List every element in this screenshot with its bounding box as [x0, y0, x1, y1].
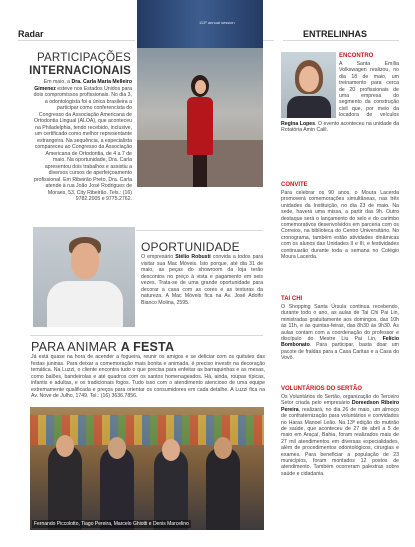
article1-title-bold: INTERNACIONAIS	[29, 65, 131, 77]
article1-text-a: Em maio, a	[43, 79, 72, 85]
article2-title: OPORTUNIDADE	[141, 240, 240, 254]
article2-name: Stélio Robusti	[175, 254, 211, 260]
voluntarios-name: Doreedson Ribeiro Pereira	[281, 400, 399, 413]
team-photo-caption: Fernando Piccolotto, Tiago Pereira, Marcelo Ghiotti e Denis Marcelino	[34, 521, 189, 527]
header-rule-left	[18, 40, 135, 41]
article2-text-b: convida a todos para visitar sua Mac Móveis. Isto porque, até dia 31 de maio, as peças do showroom da loja terão descontos no preço à vista e pagamento em seis vezes. Trata-se de uma grande oportunidade para decorar a casa com as cores e as texturas da natureza. A Mac Móveis fica na Av. José Adolfo Bianco Molina, 2595.	[141, 254, 264, 306]
man-face	[71, 243, 99, 279]
voluntarios-text	[281, 394, 399, 477]
banner-text: 113º annual session	[199, 20, 235, 25]
man-shirt	[47, 281, 123, 327]
person-face	[195, 80, 206, 94]
header-rule-right	[283, 40, 399, 41]
article2-body	[141, 254, 263, 306]
person2	[100, 447, 134, 530]
person4-face	[214, 437, 232, 459]
section-label-radar: Radar	[18, 29, 44, 39]
taichi-text-b: . Para participar, basta doar um pacote de fraldas para a Casa Caritas e a Casa do Vovô.	[281, 342, 399, 362]
article3-title-bold: A FESTA	[120, 340, 175, 354]
encontro-text-a: A Santa Emília Volkswagen realizou, no dia 18 de maio, um treinamento para cerca de 20 profissionais de uma empresa do segmento da construção civil que, por meio da locadora de veículos	[339, 61, 399, 119]
article3-title	[31, 340, 174, 354]
article1-title-line1: PARTICIPAÇÕES	[37, 52, 131, 64]
businessman-photo	[33, 227, 135, 327]
voluntarios-heading: VOLUNTÁRIOS DO SERTÃO	[281, 386, 363, 392]
article2-text-a: O empresário	[141, 254, 176, 260]
article2-top-rule	[136, 230, 263, 231]
section-label-entrelinhas: ENTRELINHAS	[303, 29, 368, 39]
person3	[154, 449, 188, 530]
encontro-text-b: . O evento aconteceu na unidade da Rotatória Amin Calil.	[281, 121, 399, 134]
encontro-text-full	[281, 121, 399, 134]
woman-top	[287, 96, 331, 118]
article3-title-light: PARA ANIMAR	[31, 340, 121, 354]
encontro-text-top	[339, 61, 399, 119]
person-dress	[187, 97, 213, 155]
conference-photo	[137, 0, 263, 187]
taichi-text	[281, 304, 399, 362]
taichi-heading: TAI CHI	[281, 296, 303, 302]
sidebar	[281, 44, 400, 544]
article1-title-line2	[29, 65, 131, 77]
voluntarios-text-a: Os Voluntários do Sertão, organização do Terceiro Setor criada pelo empresário	[281, 394, 399, 407]
encontro-name: Regina Lopes	[281, 121, 316, 127]
header-rule-mid	[262, 40, 274, 41]
convite-text: Para celebrar os 90 anos, o Moura Lacerda promoverá comemorações simultâneas, nas três unidades da Instituição, no dia 23 de maio. Na sede, haverá uma missa, a partir das 9h. Outro destaque será o lançamento do selo e do carimbo comemorativos desenvolvidos em parceria com os Correios, na biblioteca do Centro Universitário. No cronograma, também estão atividades dinâmicas com os alunos das Unidades II e III, e festividades continuarão durante toda a semana no Colégio Moura Lacerda.	[281, 190, 399, 261]
article1-text-b: esteve nos Estados Unidos para dois compromissos profissionais. No dia 3, a odontologista foi a única brasileira a participar como conferencista do Congresso da Associação Americana de Ortodontia Lingual (ALOA), que aconteceu na Philadelphia, tendo recebido, inclusive, um certificado como melhor representante estrangeira. Na sequência, a especialista compareceu ao Congresso da Associação Americana de Ortodontia, de 4 a 7 de maio. Na oportunidade, Dra. Carla apresentou dois trabalhos e assistiu a diversos cursos de aperfeiçoamento profissional. Em Ribeirão Preto, Dra. Carla atende à rua João José Rodrigues de Moraes, 53, City Ribeirão. Tels.: (16) 9782.2005 e 9775.2762.	[33, 85, 132, 202]
voluntarios-text-b: , realizará, no dia 26 de maio, um almoço de confraternização para voluntários e convidados no Haras Manoel Leão. Na 13ª edição do mutirão de saúde, que aconteceu de 27 de abril a 5 de maio em Araçaí, Bahia, foram realizados mais de 27 mil atendimentos em diversas especialidades, além de procedimentos odontológicos, cirurgias e exames. Para beneficiar a população de 23 municípios, foram montados 12 postos de atendimento. Também ocorreram palestras sobre saúde e cidadania.	[281, 406, 399, 477]
team-photo	[30, 407, 264, 530]
convite-heading: CONVITE	[281, 182, 308, 188]
encontro-heading: ENCONTRO	[339, 53, 374, 59]
article1-body	[32, 79, 132, 203]
person1	[48, 445, 82, 530]
taichi-text-a: O Shopping Santa Úrsula continua recebendo, durante todo o ano, as aulas de Tai Chi Pai Lin, ministradas gratuitamente aos domingos, das 10h às 11h, e às quintas-feiras, das 8h30 às 9h30. As aulas contam com a coordenação do professor e discípulo do Mestre Liu Pai Lin,	[281, 304, 399, 343]
person-legs	[193, 155, 207, 187]
article3-body: Já está quase na hora de acender a fogueira, reunir os amigos e se deliciar com os quitutes das festas juninas. Para deixar a comemoração mais bonita e animada, é preciso investir na decoração temática. Na Luzzi, o cliente encontra tudo o que precisa para enfeitar as barraquinhas e as mesas, como balões, bandeirolas e até quadros com os santos homenageados. Há, ainda, roupas típicas, infantis e adultas, e os tradicionais fogos. Tudo isso com o atendimento atencioso de uma equipe extremamente qualificada e preços para orientar os consumidores em cada detalhe. A Luzzi fica na Av. Nove de Julho, 1749. Tel.: (16) 3636.7856.	[31, 354, 265, 399]
person4	[206, 447, 240, 530]
article1-name: Dra. Carla Maria Melleiro Gimenez	[34, 79, 132, 92]
person3-face	[162, 439, 180, 461]
woman-face	[299, 66, 319, 92]
article3-top-rule	[30, 335, 263, 336]
encontro-photo	[281, 52, 336, 118]
person1-face	[56, 435, 74, 457]
taichi-name: Felício Bombonato	[281, 336, 399, 349]
person2-face	[108, 437, 126, 459]
